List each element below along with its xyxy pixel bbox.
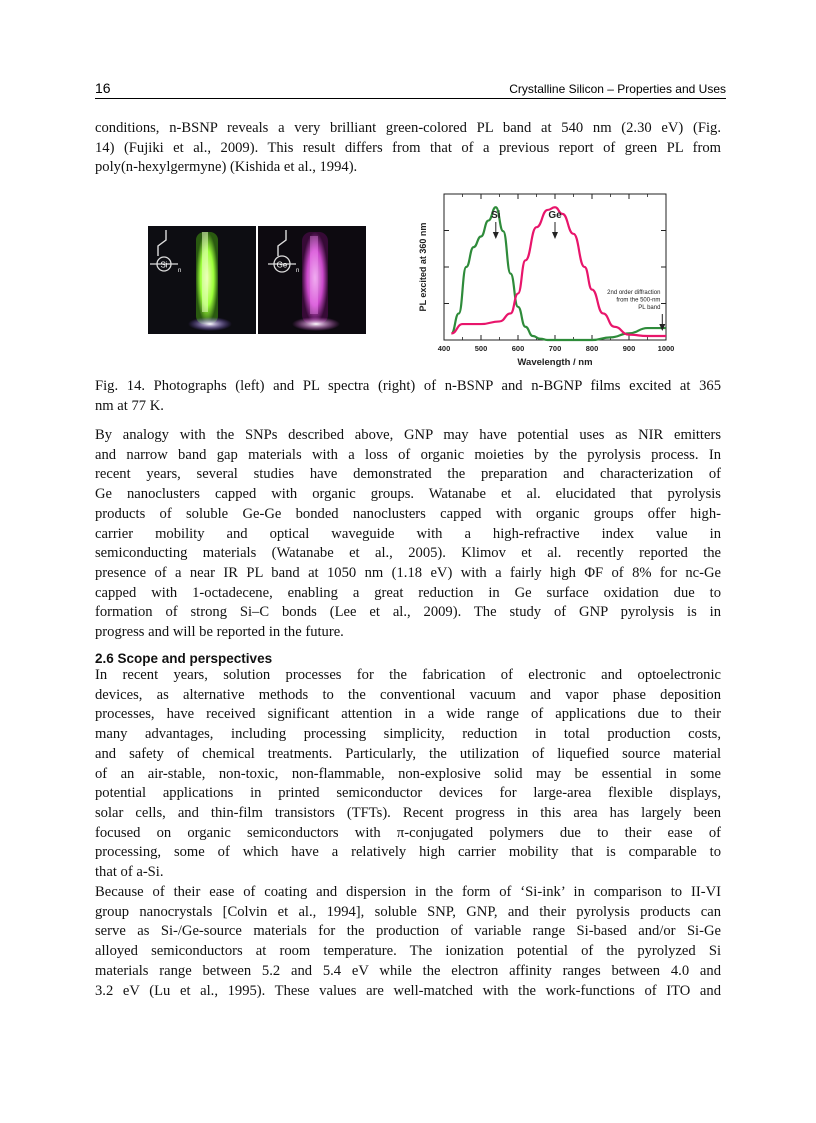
text-line: In recent years, solution processes for the fabrication of electronic and optoelectronic <box>95 667 721 683</box>
diffraction-note-line: PL band <box>638 305 661 311</box>
text-line: semiconducting materials (Watanabe et al., 2005). Klimov et al. recently reported the <box>95 545 721 562</box>
text-line: and narrow band gap materials with a loss of organic moieties by the pyrolysis process. In <box>95 446 721 463</box>
photo-si-subscript: n <box>178 268 182 274</box>
paragraph-2 <box>95 426 721 643</box>
photo-si-label: Si <box>160 260 168 270</box>
caption-line: nm at 77 K. <box>95 397 164 414</box>
peak-label-si: Si <box>491 210 501 221</box>
photo-si <box>148 226 256 334</box>
text-line: and safety of chemical treatments. Particularly, the utilization of liquefied source material <box>95 745 721 762</box>
text-line: many advantages, including processing simplicity, reduction in total production costs, <box>95 726 721 743</box>
diffraction-note-line: 2nd order diffraction <box>607 290 661 296</box>
text-line: serve as Si-/Ge-source materials for the production of variable range Si-based and/or Si-Ge <box>95 923 721 940</box>
photo-ge-subscript: n <box>296 268 300 274</box>
text-line: poly(n-hexylgermyne) (Kishida et al., 1994). <box>95 159 358 176</box>
text-line: solar cells, and thin-film transistors (TFTs). Recent progress in this area has largely been <box>95 804 721 821</box>
text-line: group nanocrystals [Colvin et al., 1994], soluble SNP, GNP, and their pyrolysis products can <box>95 903 721 920</box>
figure-14 <box>140 190 680 380</box>
section-heading: 2.6 Scope and perspectives <box>95 651 273 666</box>
peak-arrow-head <box>493 232 499 239</box>
peak-label-ge: Ge <box>548 210 562 221</box>
text-line: devices, as alternative methods to the conventional vacuum and vapor phase deposition <box>95 686 721 703</box>
text-line: Because of their ease of coating and dispersion in the form of ‘Si-ink’ in comparison to II-VI <box>95 884 721 900</box>
caption-line: Fig. 14. Photographs (left) and PL spectra (right) of n-BSNP and n-BGNP films excited at 365 <box>95 378 721 394</box>
text-line: By analogy with the SNPs described above, GNP may have potential uses as NIR emitters <box>95 427 721 443</box>
paragraph-1 <box>95 119 721 178</box>
x-tick-label: 1000 <box>657 344 675 353</box>
running-title: Crystalline Silicon – Properties and Uses <box>509 82 726 96</box>
x-tick-label: 800 <box>585 344 599 353</box>
text-line: presence of a near IR PL band at 1050 nm (1.18 eV) with a fairly high ΦF of 8% for nc-Ge <box>95 564 721 581</box>
text-line: potential applications in printed semiconductor devices for large-area flexible displays, <box>95 785 721 802</box>
peak-arrow-head <box>552 232 558 239</box>
paragraph-4 <box>95 883 721 1001</box>
text-line: products of soluble Ge-Ge bonded nanoclusters capped with organic groups offer high- <box>95 505 721 522</box>
text-line: 14) (Fujiki et al., 2009). This result differs from that of a previous report of green PL from <box>95 139 721 156</box>
photo-ge <box>258 226 366 334</box>
x-axis-label: Wavelength / nm <box>517 357 593 368</box>
text-line: conditions, n-BSNP reveals a very brilliant green-colored PL band at 540 nm (2.30 eV) (Fig. <box>95 120 721 136</box>
series-line-si <box>451 207 666 340</box>
x-tick-label: 500 <box>474 344 488 353</box>
text-line: of an air-stable, non-toxic, non-flammable, non-explosive solid may be essential in some <box>95 765 721 782</box>
x-tick-label: 400 <box>437 344 451 353</box>
text-line: alloyed semiconductors at room temperature. The ionization potential of the pyrolyzed Si <box>95 943 721 960</box>
page-number: 16 <box>95 80 111 96</box>
running-header <box>95 80 726 99</box>
text-line: carrier mobility and optical waveguide with a high-refractive index value in <box>95 525 721 542</box>
text-line: processing, some of which have a relatively high carrier mobility that is comparable to <box>95 844 721 861</box>
text-line: processes, have received significant attention in a wide range of applications due to their <box>95 706 721 723</box>
series-line-ge <box>451 207 666 336</box>
text-line: focused on organic semiconductors with π-conjugated polymers due to their ease of <box>95 824 721 841</box>
x-tick-label: 700 <box>548 344 562 353</box>
photo-ge-label: Ge <box>276 260 288 270</box>
text-line: materials range between 5.2 and 5.4 eV while the electron affinity ranges between 4.0 and <box>95 962 721 979</box>
text-line: Ge nanoclusters capped with organic groups. Watanabe et al. elucidated that pyrolysis <box>95 486 721 503</box>
text-line: that of a-Si. <box>95 864 164 881</box>
text-line: formation of strong Si–C bonds (Lee et al., 2009). The study of GNP pyrolysis is in <box>95 604 721 621</box>
paragraph-3 <box>95 666 721 883</box>
pl-spectra-chart <box>412 190 675 370</box>
text-line: capped with 1-octadecene, enabling a great reduction in Ge surface oxidation due to <box>95 584 721 601</box>
x-tick-label: 900 <box>622 344 636 353</box>
x-tick-label: 600 <box>511 344 525 353</box>
text-line: progress and will be reported in the future. <box>95 624 344 641</box>
text-line: recent years, several studies have demonstrated the preparation and characterization of <box>95 466 721 483</box>
figure-caption <box>95 377 721 416</box>
y-axis-label: PL excited at 360 nm <box>418 222 428 312</box>
text-line: 3.2 eV (Lu et al., 1995). These values are well-matched with the work-functions of ITO and <box>95 982 721 999</box>
diffraction-note-line: from the 500-nm <box>616 297 661 304</box>
